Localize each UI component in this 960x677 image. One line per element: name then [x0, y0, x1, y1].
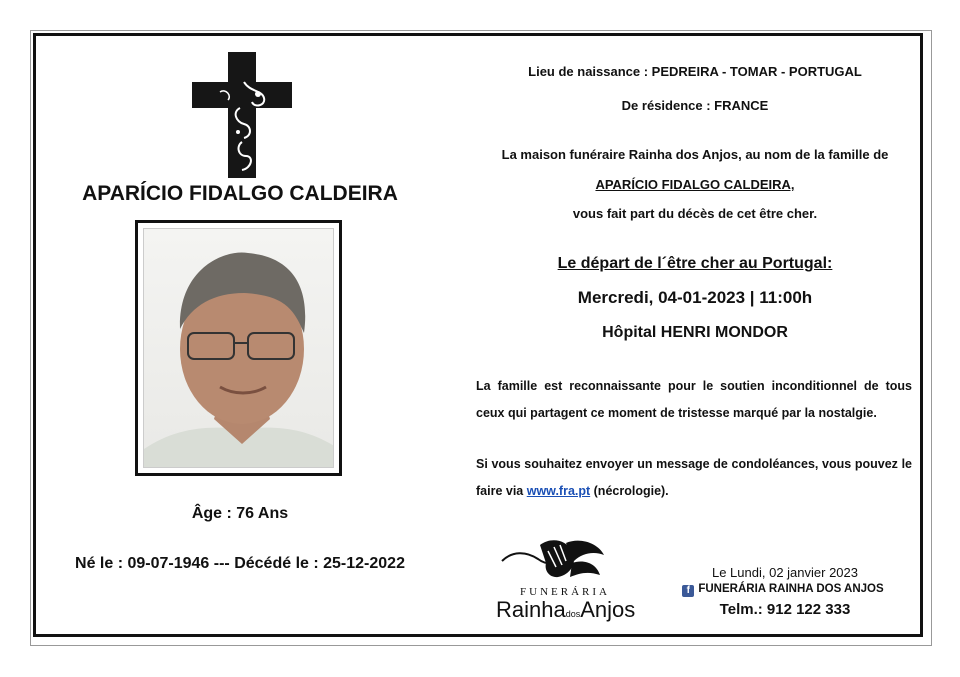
- birth-death-dates: Né le : 09-07-1946 --- Décédé le : 25-12-2022: [75, 555, 405, 572]
- phone-number: Telm.: 912 122 333: [719, 601, 851, 618]
- deceased-name: APARÍCIO FIDALGO CALDEIRA: [82, 182, 398, 205]
- logo-funeraria: FUNERÁRIA: [520, 586, 610, 598]
- portrait-photo: [143, 228, 334, 468]
- thanks-paragraph: La famille est reconnaissante pour le soutien inconditionnel de tous ceux qui partagent ce moment de tristesse marqué par la nostalgie.: [476, 379, 912, 420]
- logo-dos: dos: [565, 609, 581, 619]
- condolences-paragraph: [476, 451, 912, 505]
- condolences-text: Si vous souhaitez envoyer un message de condoléances, vous pouvez le faire via: [476, 457, 912, 498]
- announcement-closing: vous fait part du décès de cet être cher.: [572, 206, 818, 221]
- condolences-suffix: (nécrologie).: [590, 484, 669, 498]
- facebook-page[interactable]: [672, 583, 894, 597]
- portrait-frame: [135, 220, 342, 476]
- website-link[interactable]: www.fra.pt: [526, 484, 591, 498]
- logo-rainha: Rainha: [496, 597, 566, 622]
- departure-place: Hôpital HENRI MONDOR: [602, 324, 788, 341]
- logo-wordmark: [496, 597, 646, 623]
- birthplace-text: Lieu de naissance : PEDREIRA - TOMAR - PORTUGAL: [528, 64, 862, 79]
- residence-text: De résidence : FRANCE: [621, 98, 769, 113]
- age-text: Âge : 76 Ans: [191, 505, 289, 522]
- announcement-name: APARÍCIO FIDALGO CALDEIRA,: [595, 177, 795, 192]
- facebook-icon: f: [682, 585, 694, 597]
- logo-anjos: Anjos: [580, 597, 636, 622]
- announcement-date: Le Lundi, 02 janvier 2023: [711, 565, 858, 580]
- cross-icon: [192, 52, 292, 178]
- announcement-line: La maison funéraire Rainha dos Anjos, au nom de la famille de: [501, 147, 889, 162]
- departure-datetime: Mercredi, 04-01-2023 | 11:00h: [577, 288, 813, 307]
- facebook-label: FUNERÁRIA RAINHA DOS ANJOS: [698, 583, 884, 595]
- departure-heading: Le départ de l´être cher au Portugal:: [557, 255, 833, 272]
- portrait-illustration: [144, 229, 334, 468]
- bird-logo-icon: [500, 537, 610, 583]
